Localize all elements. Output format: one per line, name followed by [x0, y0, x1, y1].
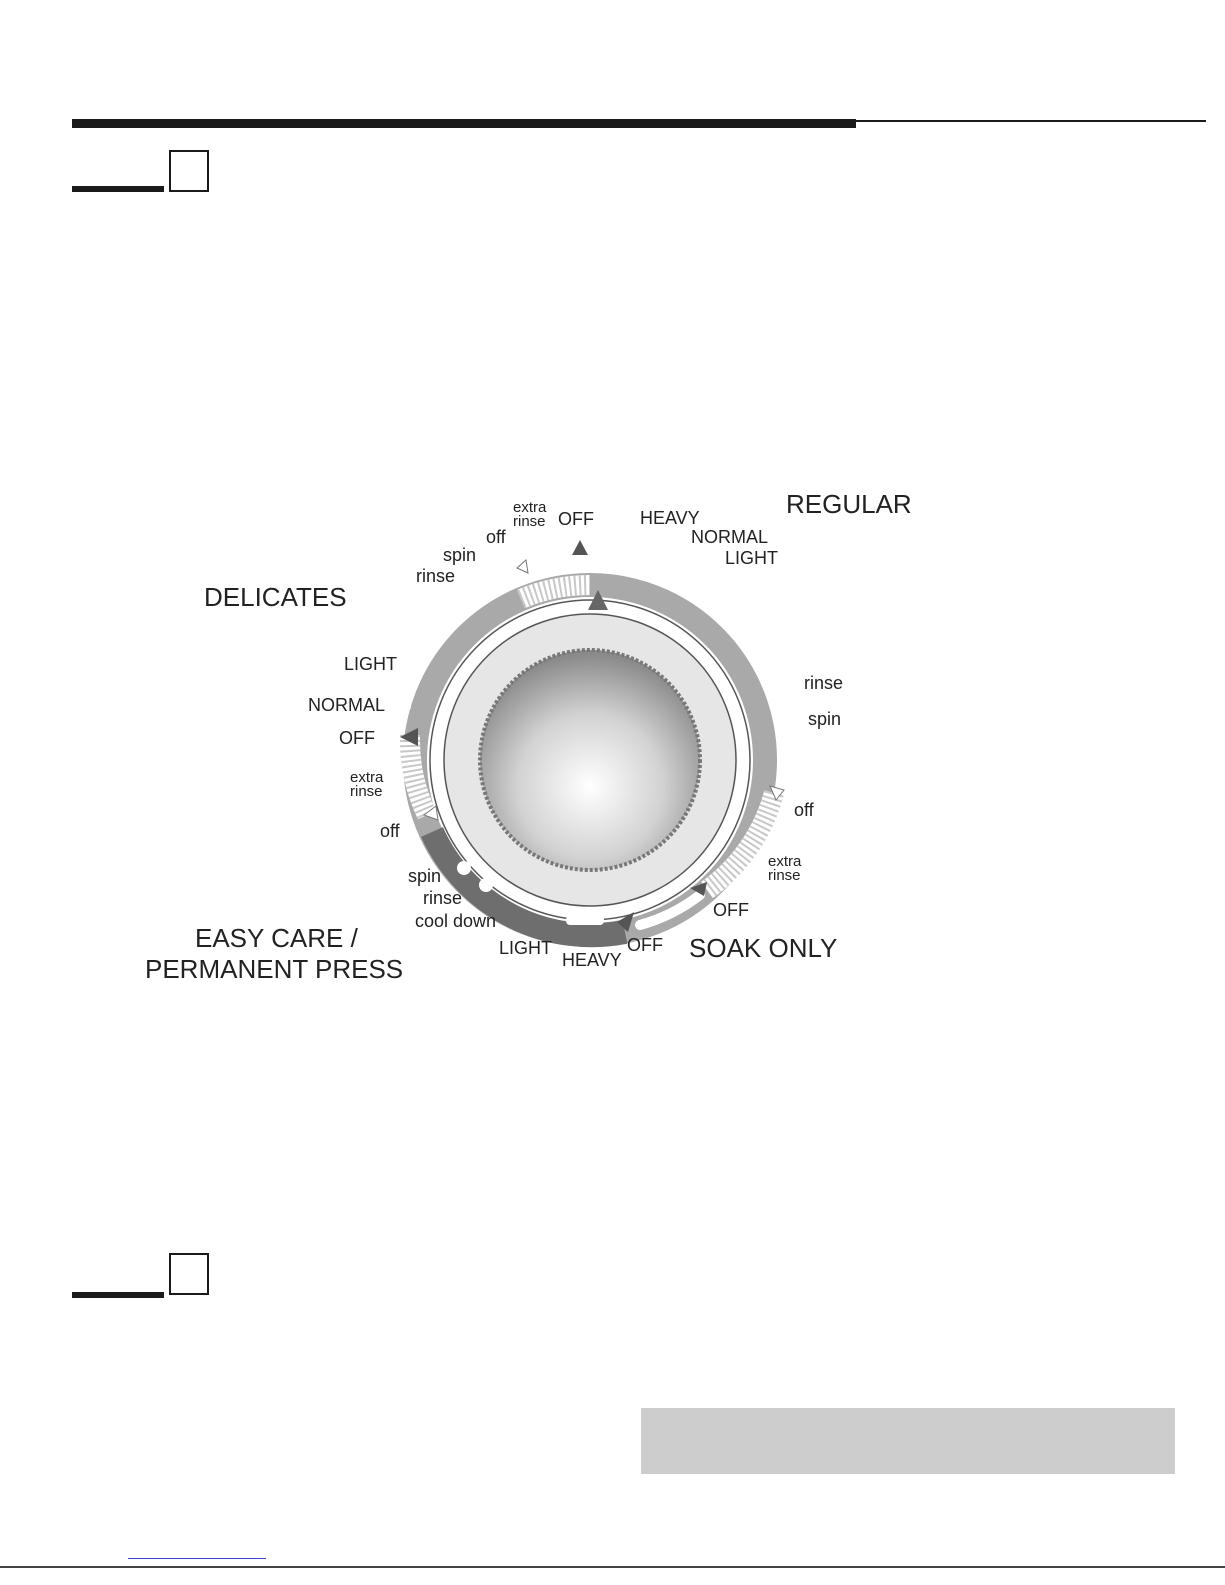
- easy-care-cool-down-label: cool down: [415, 911, 497, 931]
- regular-rinse-arrow-icon: [779, 683, 793, 697]
- cycle-title-regular: REGULAR: [786, 489, 912, 519]
- easy-care-spin-label: spin: [408, 866, 442, 886]
- delicates-off-lower-label: off: [486, 527, 506, 547]
- easy-care-spin-arrow-icon: [457, 861, 471, 875]
- soak-off-label: OFF: [713, 900, 749, 920]
- easy-care-level-slot: [566, 916, 604, 925]
- easy-care-rinse-label: rinse: [423, 888, 463, 908]
- regular-spin-arrow-icon: [781, 713, 795, 727]
- delicates-rinse-label: rinse: [416, 566, 456, 586]
- note-box: [641, 1408, 1175, 1474]
- header-rule-thin: [856, 120, 1206, 122]
- section-marker-bar: [72, 186, 164, 192]
- footer-rule: [0, 1566, 1225, 1568]
- delicates-level-slot: [402, 673, 411, 711]
- cycle-dial-diagram: [130, 480, 950, 1000]
- regular-heavy-label: HEAVY: [640, 508, 700, 528]
- regular-extra-rinse-label: rinse: [768, 867, 801, 884]
- delicates-extra-label: extra: [350, 769, 384, 786]
- regular-off-label: off: [794, 800, 814, 820]
- cycle-title-soak-only: SOAK ONLY: [689, 933, 838, 963]
- delicates-rinse-arrow-icon: [459, 585, 473, 599]
- top-off-label: OFF: [558, 509, 594, 529]
- cycle-title-delicates: DELICATES: [204, 582, 347, 612]
- dial-knob[interactable]: [480, 650, 700, 870]
- header-rule-thick: [72, 119, 856, 128]
- delicates-spin-off-marker-icon: [517, 560, 528, 573]
- regular-normal-label: NORMAL: [691, 527, 769, 547]
- delicates-spin-arrow-icon: [481, 569, 495, 583]
- bottom-light-label: LIGHT: [499, 938, 553, 958]
- top-rinse-label: rinse: [513, 513, 546, 530]
- section-number-box: [169, 150, 209, 192]
- delicates-off-label: OFF: [339, 728, 375, 748]
- section-marker-bar-2: [72, 1292, 164, 1298]
- footer-link-underline[interactable]: [128, 1558, 266, 1559]
- regular-light-label: LIGHT: [725, 548, 779, 568]
- top-off-marker-icon: [572, 540, 588, 555]
- easy-care-rinse-arrow-icon: [479, 878, 493, 892]
- regular-spin-label: spin: [808, 709, 842, 729]
- delicates-extra-rinse-label: rinse: [350, 783, 383, 800]
- easy-care-off-label: off: [380, 821, 400, 841]
- delicates-light-label: LIGHT: [344, 654, 398, 674]
- delicates-normal-label: NORMAL: [308, 695, 386, 715]
- regular-rinse-label: rinse: [804, 673, 844, 693]
- regular-extra-label: extra: [768, 853, 802, 870]
- bottom-heavy-label: HEAVY: [562, 950, 622, 970]
- bottom-off-label: OFF: [627, 935, 663, 955]
- delicates-spin-label: spin: [443, 545, 477, 565]
- cycle-title-easy-care-line1: EASY CARE /: [195, 923, 358, 953]
- section-number-box-2: [169, 1253, 209, 1295]
- top-extra-label: extra: [513, 499, 547, 516]
- cycle-title-easy-care-line2: PERMANENT PRESS: [145, 954, 404, 984]
